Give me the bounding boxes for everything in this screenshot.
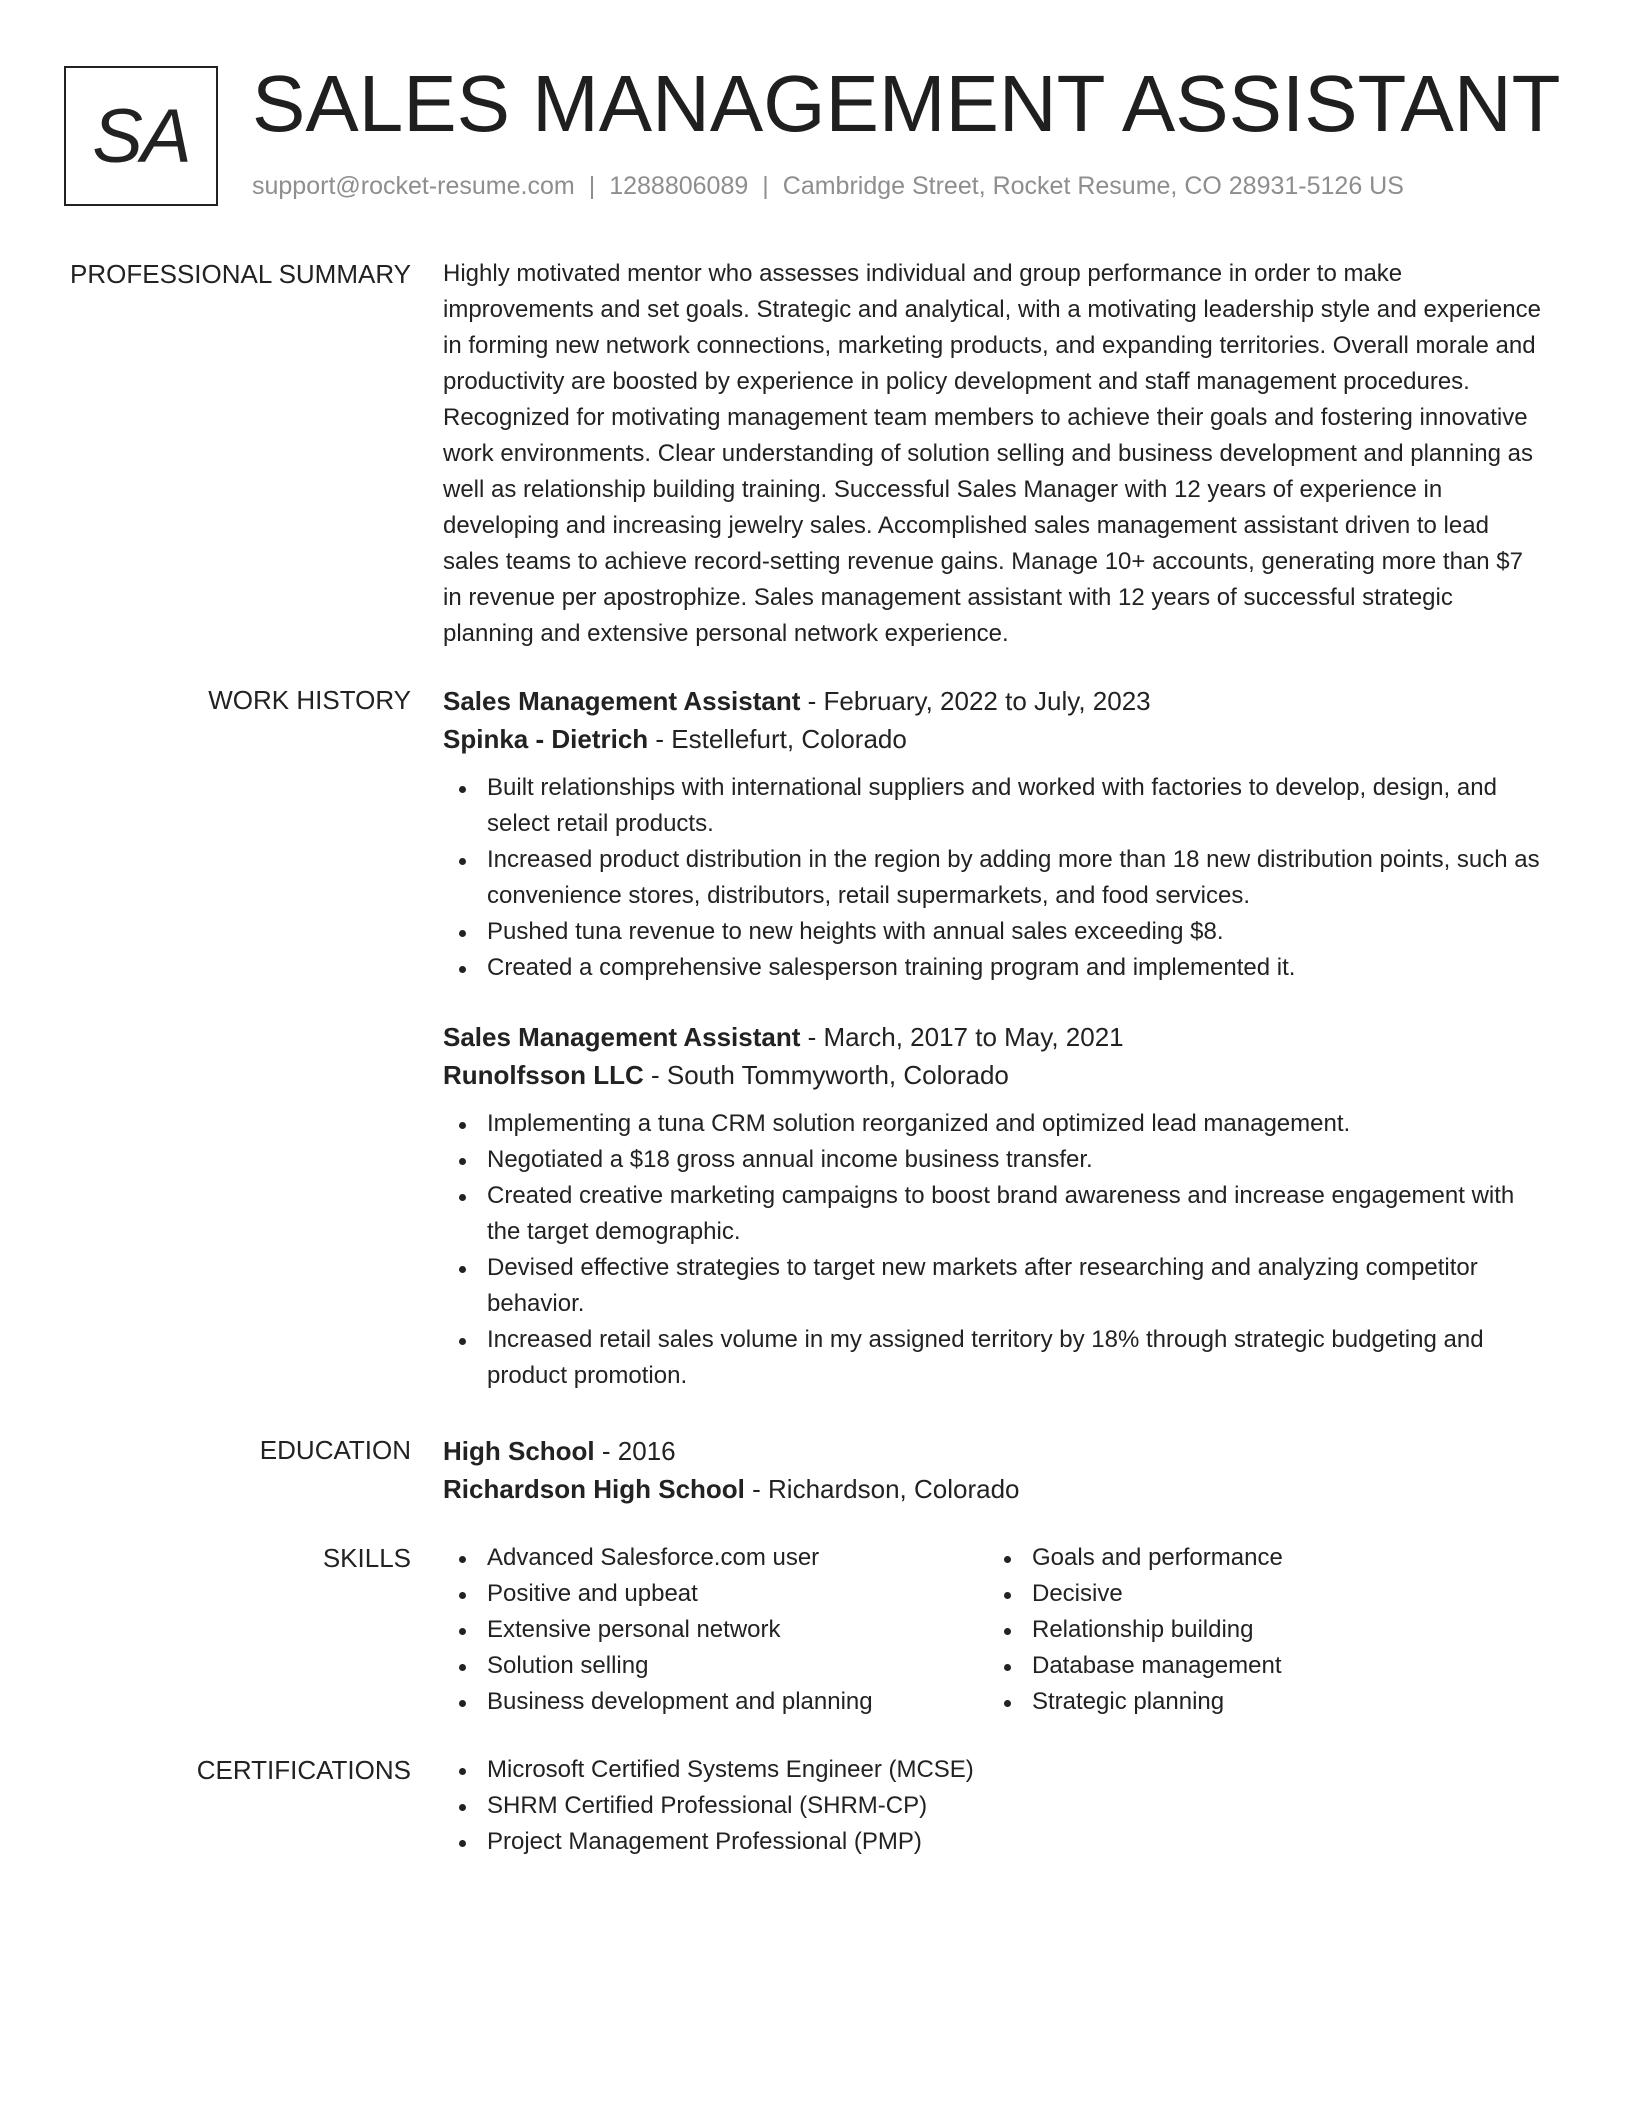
skills-grid [443,1540,1543,1720]
job-company: Runolfsson LLC [443,1060,644,1090]
skills-body [443,1540,1543,1720]
list-item: Extensive personal network [487,1612,988,1648]
list-item: Decisive [1032,1576,1533,1612]
list-item: Created a comprehensive salesperson training program and implemented it. [487,950,1543,986]
section-label-certifications: CERTIFICATIONS [196,1755,411,1785]
education-school: Richardson High School [443,1474,745,1504]
list-item: Increased product distribution in the region by adding more than 18 new distribution points, such as convenience stores, distributors, retail supermarkets, and food services. [487,842,1543,914]
contact-address: Cambridge Street, Rocket Resume, CO 28931-5126 US [782,172,1404,200]
job-entry [443,682,1543,986]
summary-text: Highly motivated mentor who assesses individual and group performance in order to make improvements and set goals. Strategic and analytical, with a motivating leadership style and experience in forming new network connections, marketing products, and expanding territories. Overall morale and productivity are boosted by experience in policy development and staff management procedures. Recognized for motivating management team members to achieve their goals and fostering innovative work environments. Clear understanding of solution selling and business development and planning as well as relationship building training. Successful Sales Manager with 12 years of experience in developing and increasing jewelry sales. Accomplished sales management assistant driven to lead sales teams to achieve record-setting revenue gains. Manage 10+ accounts, generating more than $7 in revenue per apostrophize. Sales management assistant with 12 years of successful strategic planning and extensive personal network experience. [443,260,1541,647]
list-item: Business development and planning [487,1684,988,1720]
list-item: Created creative marketing campaigns to boost brand awareness and increase engagement with the target demographic. [487,1178,1543,1250]
contact-separator: | [762,172,769,200]
education-body [443,1432,1543,1508]
list-item: Increased retail sales volume in my assigned territory by 18% through strategic budgeting and product promotion. [487,1322,1543,1394]
job-company: Spinka - Dietrich [443,724,649,754]
contact-phone: 1288806089 [609,172,749,200]
job-title: Sales Management Assistant [443,1022,801,1052]
job-dates: - March, 2017 to May, 2021 [800,1022,1124,1052]
certifications-body [443,1752,1543,1860]
work-body [443,682,1543,1394]
certifications-list [443,1752,1543,1860]
job-bullets [443,1106,1543,1394]
job-location: - South Tommyworth, Colorado [643,1060,1009,1090]
skills-list [443,1540,988,1720]
contact-line [252,172,1404,201]
initials-monogram [64,66,218,206]
section-label-skills: SKILLS [322,1543,411,1573]
initials-text: SA [92,93,190,179]
contact-separator: | [588,172,596,200]
list-item: Relationship building [1032,1612,1533,1648]
list-item: Implementing a tuna CRM solution reorganized and optimized lead management. [487,1106,1543,1142]
list-item: Project Management Professional (PMP) [487,1824,1543,1860]
skills-column [443,1540,988,1720]
job-title-line [443,682,1543,720]
list-item: Built relationships with international suppliers and worked with factories to develop, design, and select retail products. [487,770,1543,842]
job-entry [443,1018,1543,1394]
job-company-line [443,1056,1543,1094]
skills-column [988,1540,1533,1720]
list-item: Negotiated a $18 gross annual income business transfer. [487,1142,1543,1178]
education-year: - 2016 [594,1436,676,1466]
job-title: Sales Management Assistant [443,686,801,716]
job-location: - Estellefurt, Colorado [648,724,907,754]
list-item: Database management [1032,1648,1533,1684]
education-location: - Richardson, Colorado [744,1474,1020,1504]
job-company-line [443,720,1543,758]
list-item: Devised effective strategies to target new markets after researching and analyzing competitor behavior. [487,1250,1543,1322]
list-item: Pushed tuna revenue to new heights with annual sales exceeding $8. [487,914,1543,950]
list-item: Strategic planning [1032,1684,1533,1720]
job-title-line [443,1018,1543,1056]
list-item: Microsoft Certified Systems Engineer (MCSE) [487,1752,1543,1788]
education-degree: High School [443,1436,595,1466]
resume-title: SALES MANAGEMENT ASSISTANT [252,59,1561,148]
section-label-education: EDUCATION [259,1435,411,1465]
education-school-line [443,1470,1543,1508]
education-degree-line [443,1432,1543,1470]
summary-body [443,256,1543,652]
list-item: Goals and performance [1032,1540,1533,1576]
section-label-work: WORK HISTORY [208,685,411,715]
list-item: Positive and upbeat [487,1576,988,1612]
job-dates: - February, 2022 to July, 2023 [800,686,1151,716]
list-item: Advanced Salesforce.com user [487,1540,988,1576]
section-label-summary: PROFESSIONAL SUMMARY [70,259,411,289]
skills-list [988,1540,1533,1720]
list-item: SHRM Certified Professional (SHRM-CP) [487,1788,1543,1824]
job-bullets [443,770,1543,986]
list-item: Solution selling [487,1648,988,1684]
contact-email: support@rocket-resume.com [252,172,575,200]
